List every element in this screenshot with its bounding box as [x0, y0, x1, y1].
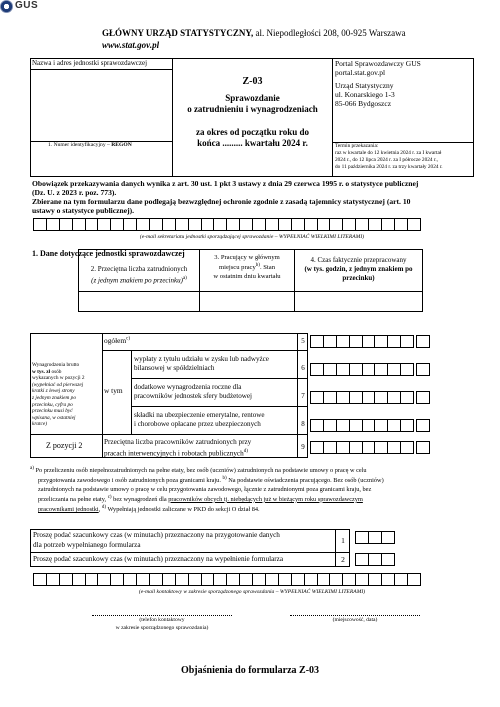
place-date-line[interactable] [290, 615, 420, 616]
footnotes: $^{a)}$ Po przeliczeniu osób niepełnozatrudnionych na pełne etaty, bez osób (uczniów) zatrudnionych na podstawie umowy o pracę w celu przygotowania zawodowego i osób zatrudnionych poza granicami kraju. $^{b)}$ Na podstawie oświadczenia pracującego. Bez osób (uczniów) zatrudnionych na podstawie umowy o pracę w celu przygotowania zawodowego, łącznie z zatrudnionymi poza granicami kraju, bez przeliczania na pełne etaty, $^{c)}$ bez wynagrodzeń dla pracowników obcych tj. niebędących już w bieżącym roku sprawozdawczym pracownikami jednostki, $^{d)}$ Wypełniają jednostki zaliczane w PKD do sekcji O dział 84. [30, 466, 384, 514]
portal-info: Portal Sprawozdawczy GUS portal.stat.gov.pl [335, 59, 421, 77]
logo-text: GUS [15, 0, 39, 11]
gus-emblem-icon [0, 0, 13, 13]
legal-notice: Obowiązek przekazywania danych wynika z art. 30 ust. 1 pkt 3 ustawy z dnia 29 czerwca 1995 r. o statystyce publicznej (Dz. U. z 2023 r. poz. 773). Zbierane na tym formularzu dane podlegają bezwzględnej ochronie zgodnie z zasadą tajemnicy statystycznej (art. 10 ustawy o statystyce publicznej). [32, 179, 419, 215]
section1-title: 1. Dane dotyczące jednostki sprawozdawczej [32, 249, 185, 258]
phone-caption: (telefon kontaktowy w zakresie sporządzonego sprawozdania) [115, 617, 209, 631]
form-title-line1: Sprawozdanie [225, 93, 280, 103]
institution-line [102, 28, 406, 38]
row9-number: 9 [301, 443, 305, 451]
institution-name: GŁÓWNY URZĄD STATYSTYCZNY, [102, 28, 254, 38]
regon-label: 1. Numer identyfikacyjny – REGON [48, 142, 132, 148]
form-title-line2: o zatrudnieniu i wynagrodzeniach [187, 104, 318, 114]
wtym-label: w tym [104, 386, 123, 395]
contact-email-cells[interactable] [33, 573, 420, 586]
row8-input-cells[interactable] [310, 419, 429, 432]
row5-number: 5 [301, 337, 305, 345]
institution-address: al. Niepodległości 208, 00-925 Warszawa [253, 28, 406, 38]
col2-input[interactable] [79, 292, 199, 311]
explanations-title: Objaśnienia do formularza Z-03 [180, 665, 320, 676]
row7-label: dodatkowe wynagrodzenia roczne dla pracowników jednostek sfery budżetowej [134, 383, 252, 400]
row6-input-cells[interactable] [310, 363, 429, 376]
col4-input[interactable] [295, 292, 422, 311]
time-q1-input[interactable] [355, 531, 394, 544]
col3-header: 3. Pracujący w głównym miejscu pracy$^{b)}$. Stan w ostatnim dniu kwartału [213, 254, 281, 280]
deadline-info: Termin przekazania: raz w kwartale do 12 kwietnia 2024 r. za I kwartał 2024 r., do 12 lipca 2024 r. za I półrocze 2024 r., do 11 października 2024 r. za trzy kwartały 2024 r. [335, 143, 443, 170]
gus-logo [0, 0, 40, 14]
secretariat-email-hint: (e-mail sekretariatu jednostki sporządzającej sprawozdanie – WYPEŁNIAĆ WIELKIMI LITERAMI) [139, 234, 365, 240]
time-q2-label: Proszę podać szacunkowy czas (w minutach) przeznaczony na wypełnienie formularza [33, 555, 284, 563]
row8-number: 8 [301, 420, 305, 428]
secretariat-email-cells[interactable] [33, 218, 420, 231]
row9-input-cells[interactable] [310, 441, 429, 454]
period-line1: za okres od początku roku do [196, 127, 309, 137]
office-info: Urząd Statystyczny ul. Konarskiego 1-3 85-066 Bydgoszcz [335, 81, 395, 108]
z-pozycji-label: Z pozycji 2 [46, 441, 83, 450]
row7-number: 7 [301, 392, 305, 400]
time-q2-input[interactable] [355, 553, 394, 566]
period-line2[interactable]: końca ......... kwartału 2024 r. [197, 138, 308, 148]
row5-input-cells[interactable] [310, 335, 429, 348]
wages-side-label: Wynagrodzenia brutto w tys. zł osób wykazanych w pozycji 2 (wypełniać od pierwszej kratki z lewej strony z jednym znakiem po przecinku, cyfra po przecinku musi być wpisana, w ostatniej kratce) [32, 362, 85, 428]
regon-field[interactable] [31, 151, 172, 176]
row8-label: składki na ubezpieczenie emerytalne, rentowe i chorobowe opłacane przez ubezpieczonych [134, 411, 265, 428]
col2-header: 2. Przeciętna liczba zatrudnionych (z jednym znakiem po przecinku)$^{a)}$ [90, 265, 188, 285]
row9-label: Przeciętna liczba pracowników zatrudnionych przy pracach interwencyjnych i robotach publicznych$^{d)}$ [104, 438, 252, 458]
place-date-caption: (miejscowość, data) [332, 617, 378, 623]
time-q1-label: Proszę podać szacunkowy czas (w minutach) przeznaczony na przygotowanie danych dla potrzeb wypełnianego formularza [33, 531, 280, 549]
website-link[interactable]: www.stat.gov.pl [102, 40, 160, 50]
time-q2-number: 2 [341, 555, 345, 564]
row6-label: wypłaty z tytułu udziału w zysku lub nadwyżce bilansowej w spółdzielniach [134, 355, 269, 372]
ogolem-label: ogółem$^{c)}$ [104, 336, 131, 345]
row6-number: 6 [301, 364, 305, 372]
form-code: Z-03 [242, 76, 263, 87]
time-q1-number: 1 [341, 536, 345, 545]
phone-line[interactable] [92, 615, 232, 616]
unit-name-field[interactable] [31, 70, 172, 140]
contact-email-hint: (e-mail kontaktowy w zakresie sporządzonego sprawozdania – WYPEŁNIAĆ WIELKIMI LITERAMI) [138, 589, 366, 595]
unit-name-label: Nazwa i adres jednostki sprawozdawczej [32, 59, 148, 67]
row7-input-cells[interactable] [310, 391, 429, 404]
col3-input[interactable] [200, 292, 294, 311]
col4-header: 4. Czas faktycznie przepracowany (w tys. godzin, z jednym znakiem po przecinku) [304, 256, 413, 282]
